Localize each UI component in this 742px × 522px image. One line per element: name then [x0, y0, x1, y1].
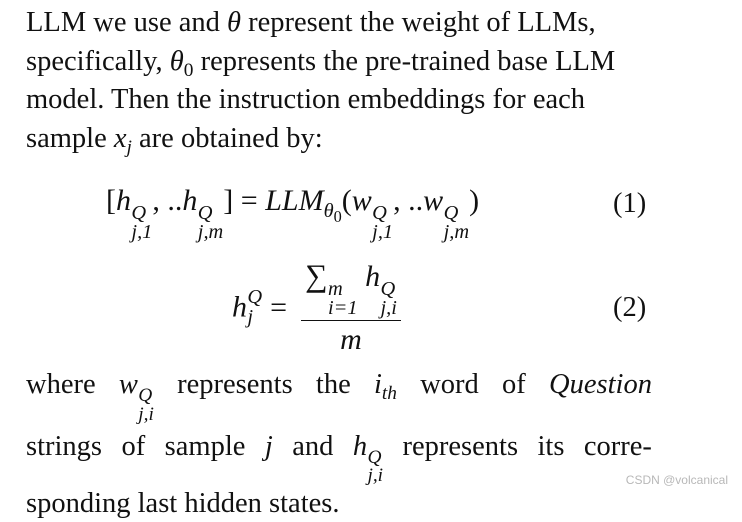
- outro-line-2: [26, 424, 652, 486]
- paren-close: ): [469, 184, 480, 217]
- equation-1-body: [106, 184, 479, 242]
- equation-2: [0, 258, 742, 357]
- paren-open: (: [341, 184, 352, 217]
- equation-2-body: [232, 258, 407, 357]
- llm-function: LLM: [265, 184, 324, 217]
- fraction-denominator: m: [340, 323, 362, 357]
- w-symbol-group: w Q j,i: [118, 369, 154, 425]
- theta-zero: 0: [333, 206, 342, 226]
- word: of: [502, 369, 526, 400]
- word-symbol: w: [423, 184, 444, 217]
- bracket-open: [: [106, 184, 116, 217]
- word-symbol: w: [351, 184, 372, 217]
- text-fragment: represents the pre-trained base LLM: [193, 45, 616, 77]
- intro-line-1: [26, 4, 652, 43]
- hidden-state-symbol: h: [232, 290, 247, 324]
- intro-paragraph: [26, 4, 652, 158]
- intro-line-4: [26, 120, 652, 159]
- x-subscript: j: [126, 136, 132, 158]
- hidden-state-symbol: h: [365, 260, 381, 293]
- word: corre-: [583, 430, 652, 462]
- word: represents: [177, 369, 293, 400]
- word: of: [121, 430, 146, 462]
- word: where: [26, 369, 96, 400]
- text-fragment: represent the weight of LLMs,: [241, 7, 596, 38]
- hidden-state-symbol: h: [182, 184, 198, 217]
- sup-sub-stack: Q j: [247, 286, 263, 328]
- x-variable: x: [113, 122, 127, 154]
- equals-sign: =: [270, 290, 288, 324]
- sup-sub-stack: Q j,m: [443, 201, 470, 243]
- word: represents: [402, 430, 519, 462]
- sup-sub-stack: Q j,i: [380, 277, 397, 319]
- theta-subscript: 0: [183, 59, 194, 81]
- text-fragment: specifically,: [26, 45, 170, 77]
- sum-symbol: ∑: [305, 258, 328, 293]
- ellipsis-separator: , ..: [393, 184, 424, 217]
- intro-line-3: model. Then the instruction embeddings for each: [26, 84, 586, 115]
- j-symbol: j: [264, 430, 273, 462]
- i-th-symbol: $i_{th}$: [373, 369, 397, 405]
- theta-symbol: θ: [169, 45, 184, 77]
- sup-sub-stack: Q j,1: [131, 201, 153, 243]
- outro-line-3: sponding last hidden states.: [26, 487, 340, 519]
- equation-1: [0, 184, 742, 243]
- fraction-numerator: [301, 258, 401, 321]
- intro-line-2: [26, 43, 652, 82]
- word: the: [315, 369, 351, 400]
- hidden-state-symbol: h: [116, 184, 131, 217]
- word: and: [292, 430, 334, 462]
- outro-paragraph: [26, 362, 652, 522]
- equation-2-number: (2): [613, 292, 647, 323]
- question-symbol: Question: [549, 369, 652, 400]
- outro-line-1: [26, 362, 652, 424]
- bracket-close: ]: [223, 184, 234, 217]
- equals-sign: =: [233, 184, 266, 217]
- watermark: CSDN @volcanical: [625, 473, 728, 487]
- word: strings: [26, 430, 103, 462]
- equation-1-number: (1): [613, 188, 647, 219]
- fraction: [301, 258, 401, 357]
- h-symbol-group: h Q j,i: [352, 430, 384, 487]
- word: its: [537, 430, 565, 462]
- sum-limits: m i=1: [327, 277, 358, 319]
- theta-symbol: θ: [227, 7, 242, 38]
- theta-subscript: θ: [323, 199, 334, 222]
- ellipsis-separator: , ..: [152, 184, 183, 217]
- text-fragment: are obtained by:: [131, 122, 323, 154]
- sup-sub-stack: Q j,1: [372, 201, 394, 243]
- text-fragment: LLM we use and: [26, 7, 228, 38]
- sup-sub-stack: Q j,m: [197, 201, 224, 243]
- word: sample: [164, 430, 246, 462]
- word: word: [420, 369, 479, 400]
- text-fragment: sample: [26, 122, 114, 154]
